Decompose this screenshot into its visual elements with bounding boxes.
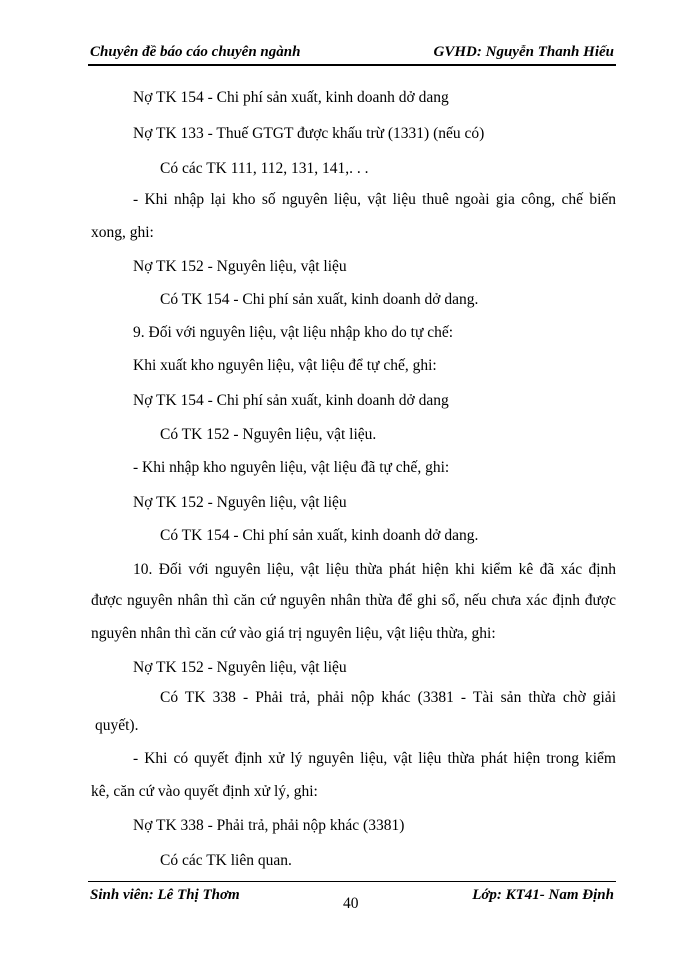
footer-class: Lớp: KT41- Nam Định	[472, 887, 614, 903]
entry-debit-154: Nợ TK 154 - Chi phí sản xuất, kinh doanh dở dang	[133, 89, 449, 106]
section-heading-10: 10. Đối với nguyên liệu, vật liệu thừa phát hiện khi kiểm kê đã xác định	[133, 561, 616, 578]
paragraph-line: xong, ghi:	[91, 224, 154, 241]
section-heading-9: 9. Đối với nguyên liệu, vật liệu nhập kho do tự chế:	[133, 324, 454, 341]
entry-credit-338: Có TK 338 - Phải trả, phải nộp khác (3381 - Tài sản thừa chờ giải	[160, 689, 616, 706]
entry-debit-133: Nợ TK 133 - Thuế GTGT được khấu trừ (1331) (nếu có)	[133, 125, 485, 142]
paragraph-line: - Khi nhập kho nguyên liệu, vật liệu đã tự chế, ghi:	[133, 459, 450, 476]
paragraph-line: Khi xuất kho nguyên liệu, vật liệu để tự chế, ghi:	[133, 357, 437, 374]
paragraph-line: - Khi nhập lại kho số nguyên liệu, vật liệu thuê ngoài gia công, chế biến	[133, 191, 616, 208]
page-header	[88, 44, 616, 66]
entry-credit-related: Có các TK liên quan.	[160, 852, 292, 869]
entry-credit-152: Có TK 152 - Nguyên liệu, vật liệu.	[160, 426, 377, 443]
entry-debit-152: Nợ TK 152 - Nguyên liệu, vật liệu	[133, 258, 347, 275]
footer-divider	[88, 881, 616, 882]
page-number: 40	[343, 895, 359, 912]
entry-credit-154: Có TK 154 - Chi phí sản xuất, kinh doanh dở dang.	[160, 527, 479, 544]
paragraph-line: kê, căn cứ vào quyết định xử lý, ghi:	[91, 783, 318, 800]
entry-credit-111: Có các TK 111, 112, 131, 141,. . .	[160, 160, 369, 177]
entry-credit-154: Có TK 154 - Chi phí sản xuất, kinh doanh dở dang.	[160, 291, 479, 308]
entry-debit-152: Nợ TK 152 - Nguyên liệu, vật liệu	[133, 494, 347, 511]
paragraph-line: được nguyên nhân thì căn cứ nguyên nhân thừa để ghi sổ, nếu chưa xác định được	[91, 592, 616, 609]
footer-student: Sinh viên: Lê Thị Thơm	[90, 887, 240, 903]
paragraph-line: quyết).	[95, 717, 139, 734]
header-topic: Chuyên đề báo cáo chuyên ngành	[90, 44, 301, 60]
paragraph-line: - Khi có quyết định xử lý nguyên liệu, vật liệu thừa phát hiện trong kiểm	[133, 750, 616, 767]
entry-debit-154: Nợ TK 154 - Chi phí sản xuất, kinh doanh dở dang	[133, 392, 449, 409]
entry-debit-338: Nợ TK 338 - Phải trả, phải nộp khác (3381)	[133, 817, 405, 834]
paragraph-line: nguyên nhân thì căn cứ vào giá trị nguyên liệu, vật liệu thừa, ghi:	[91, 625, 496, 642]
header-supervisor: GVHD: Nguyễn Thanh Hiếu	[433, 44, 614, 60]
entry-debit-152: Nợ TK 152 - Nguyên liệu, vật liệu	[133, 659, 347, 676]
